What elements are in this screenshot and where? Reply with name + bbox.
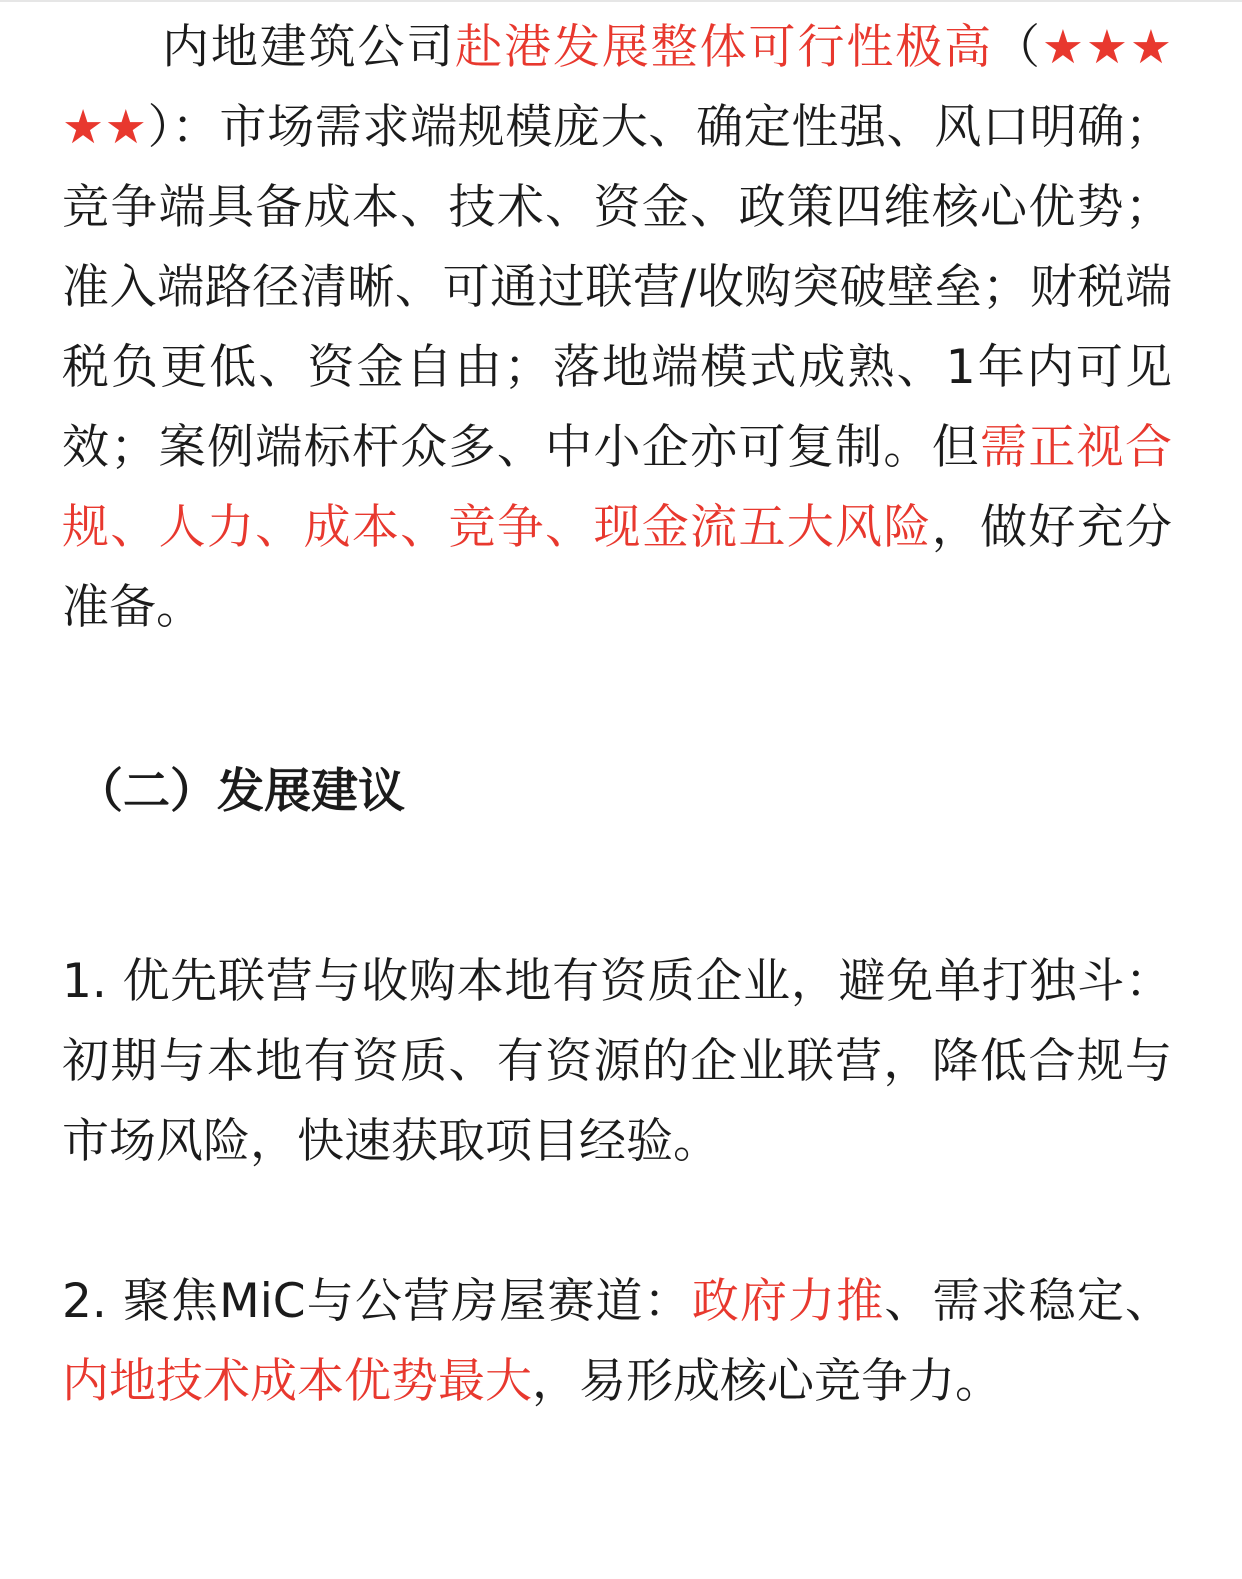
- feasibility-verdict: 赴港发展整体可行性极高: [455, 20, 993, 75]
- suggestion-item-1: [62, 942, 1172, 1182]
- suggestion-item-2-prefix: 2. 聚焦MiC与公营房屋赛道：: [62, 1274, 692, 1329]
- star-rating-icon: ★★★★★: [62, 20, 1173, 155]
- suggestion-item-2: [62, 1262, 1172, 1422]
- rating-open-paren: （: [992, 20, 1042, 75]
- section-heading: （二）发展建议: [76, 764, 405, 819]
- intro-text-body: ）：市场需求端规模庞大、确定性强、风口明确；竞争端具备成本、技术、资金、政策四维核心优势；准入端路径清晰、可通过联营/收购突破壁垒；财税端税负更低、资金自由；落地端模式成熟、1年内可见效；案例端标杆众多、中小企亦可复制。但: [62, 100, 1172, 475]
- suggestion-item-2-mid: 、需求稳定、: [884, 1274, 1173, 1329]
- highlight-government-push: 政府力推: [691, 1274, 885, 1329]
- highlight-cost-advantage: 内地技术成本优势最大: [62, 1354, 532, 1409]
- intro-text-end: ，做好充分准备。: [62, 500, 1173, 635]
- article-body: [62, 0, 1172, 1422]
- intro-paragraph: [62, 0, 1172, 648]
- risk-highlight: 需正视合规、人力、成本、竞争、现金流五大风险: [62, 420, 1173, 555]
- intro-text-start: 内地建筑公司: [162, 20, 456, 75]
- suggestion-item-2-suffix: ，易形成核心竞争力。: [532, 1354, 1002, 1409]
- suggestion-item-1-text: 1. 优先联营与收购本地有资质企业，避免单打独斗：初期与本地有资质、有资源的企业联营，降低合规与市场风险，快速获取项目经验。: [62, 954, 1172, 1169]
